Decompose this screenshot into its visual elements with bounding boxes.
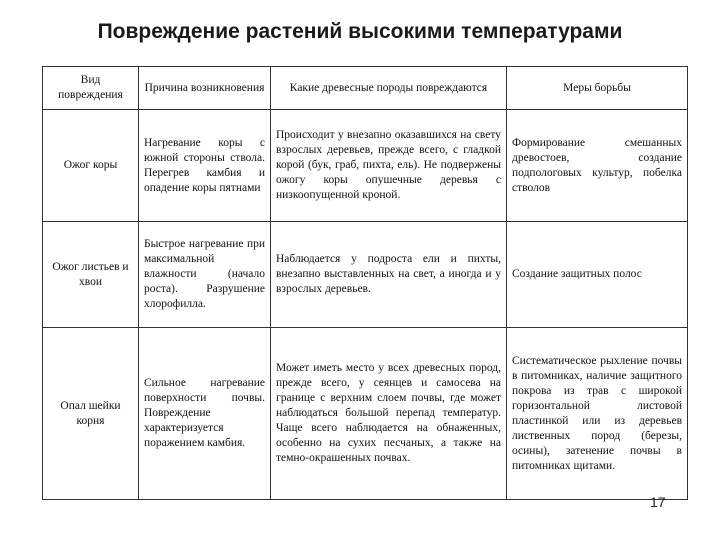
cell-damage-type: Ожог коры: [43, 110, 139, 222]
table-row: [43, 110, 688, 222]
header-species: Какие древесные породы повреждаются: [271, 67, 507, 110]
cell-measures: Создание защитных полос: [507, 222, 688, 328]
cell-species: Может иметь место у всех древесных пород, прежде всего, у сеянцев и самосева на границе с верхним слоем почвы, где может наблюдаться большой перепад температур. Чаще всего наблюдается на обнаженных, особенно на сухих песчаных, а также на темно-окрашенных почвах.: [271, 328, 507, 500]
cell-species: Происходит у внезапно оказавшихся на свету взрослых деревьев, прежде всего, с гладкой корой (бук, граб, пихта, ель). Не подвержены ожогу коры опушечные деревья с низкоопущенной кроной.: [271, 110, 507, 222]
header-measures: Меры борьбы: [507, 67, 688, 110]
page-number: 17: [650, 494, 666, 510]
header-damage-type: Вид повреждения: [43, 67, 139, 110]
cell-measures: Формирование смешанных древостоев, создание подпологовых культур, побелка стволов: [507, 110, 688, 222]
table-row: [43, 222, 688, 328]
cell-cause: Сильное нагревание поверхности почвы. Повреждение характеризуется поражением камбия.: [139, 328, 271, 500]
cell-cause: Нагревание коры с южной стороны ствола. Перегрев камбия и опадение коры пятнами: [139, 110, 271, 222]
cell-damage-type: Ожог листьев и хвои: [43, 222, 139, 328]
cell-cause: Быстрое нагревание при максимальной влажности (начало роста). Разрушение хлорофилла.: [139, 222, 271, 328]
cell-damage-type: Опал шейки корня: [43, 328, 139, 500]
table-header-row: [43, 67, 688, 110]
damage-table: [42, 66, 688, 500]
cell-species: Наблюдается у подроста ели и пихты, внезапно выставленных на свет, а иногда и у взрослых деревьев.: [271, 222, 507, 328]
table-row: [43, 328, 688, 500]
cell-measures: Систематическое рыхление почвы в питомниках, наличие защитного покрова из трав с широкой горизонтальной листовой пластинкой или из деревьев лиственных пород (березы, осины), затенение почвы в питомниках щитами.: [507, 328, 688, 500]
page-title: Повреждение растений высокими температурами: [97, 20, 623, 43]
header-cause: Причина возникновения: [139, 67, 271, 110]
